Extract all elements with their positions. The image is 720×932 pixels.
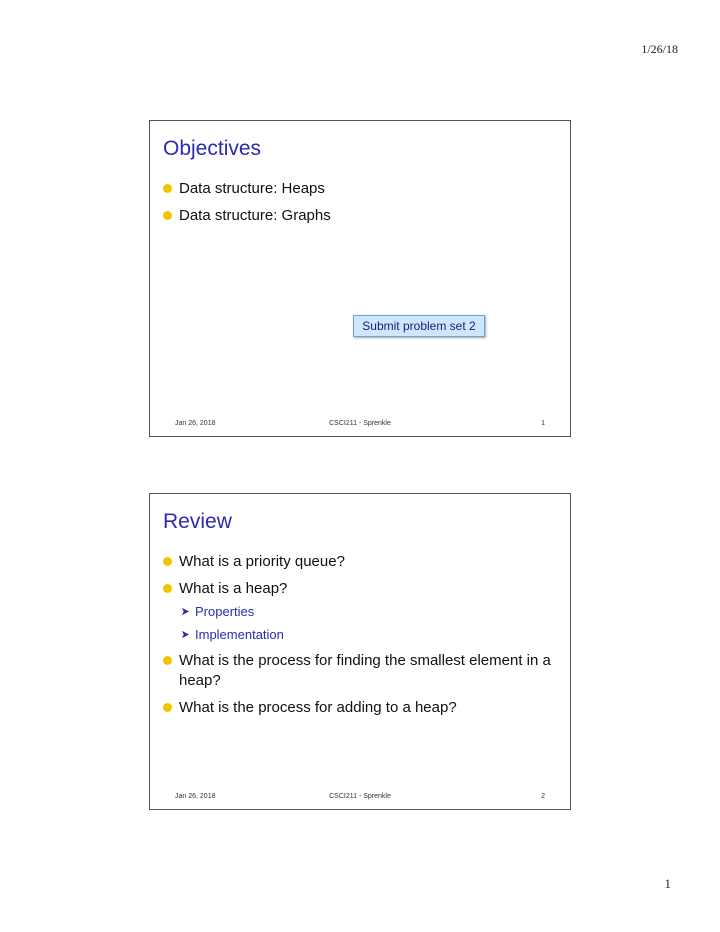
bullet-item: What is a priority queue? xyxy=(162,552,562,572)
sub-bullet-item xyxy=(179,625,562,644)
slide-title: Review xyxy=(163,510,232,533)
footer-date: Jan 26, 2018 xyxy=(175,793,216,800)
bullet-item: Data structure: Graphs xyxy=(162,206,562,226)
slide-objectives xyxy=(149,120,571,437)
bullet-list xyxy=(162,552,562,725)
footer-course: CSCI211 - Sprenkle xyxy=(329,420,391,427)
bullet-item: What is the process for adding to a heap? xyxy=(162,698,562,718)
slide-review xyxy=(149,493,571,810)
footer-date: Jan 26, 2018 xyxy=(175,420,216,427)
slide-footer xyxy=(150,420,570,432)
page-number: 1 xyxy=(664,876,671,891)
slide-footer xyxy=(150,793,570,805)
bullet-list xyxy=(162,179,562,233)
bullet-item: Data structure: Heaps xyxy=(162,179,562,199)
sub-bullet-item xyxy=(179,602,562,621)
arrow-right-icon xyxy=(181,630,190,639)
sub-bullet-text: Implementation xyxy=(195,627,284,642)
bullet-item xyxy=(162,579,562,644)
callout-box: Submit problem set 2 xyxy=(353,315,485,337)
arrow-right-icon xyxy=(181,607,190,616)
footer-slide-number: 2 xyxy=(541,793,545,800)
page-date: 1/26/18 xyxy=(641,42,678,56)
sub-bullet-text: Properties xyxy=(195,604,255,619)
footer-slide-number: 1 xyxy=(541,420,545,427)
footer-course: CSCI211 - Sprenkle xyxy=(329,793,391,800)
slide-title: Objectives xyxy=(163,137,262,160)
sub-bullet-list xyxy=(179,602,562,644)
bullet-item: What is the process for finding the smallest element in a heap? xyxy=(162,651,562,691)
bullet-text: What is a heap? xyxy=(179,580,288,597)
